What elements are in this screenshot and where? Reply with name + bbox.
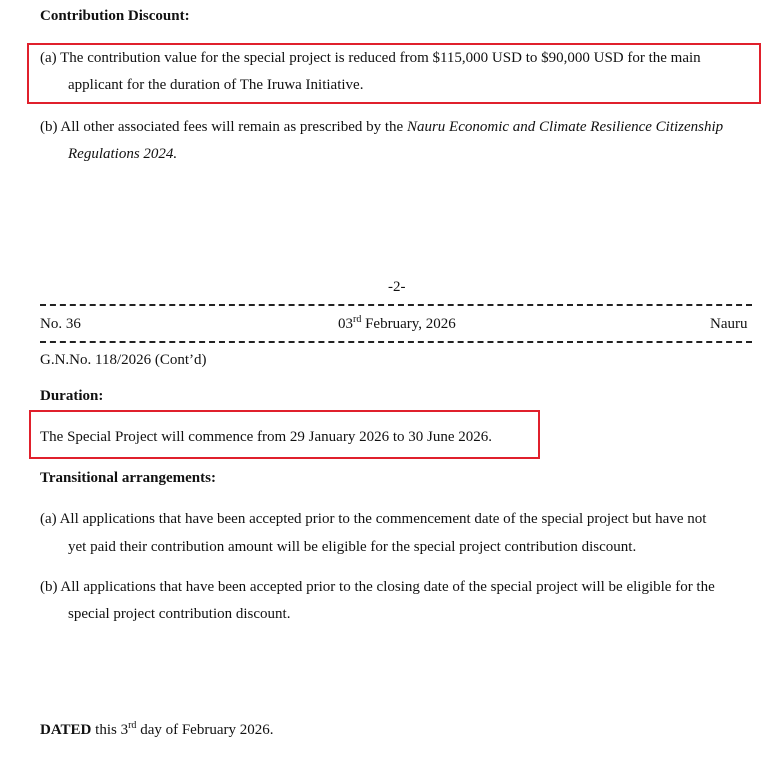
transitional-item-b-line1: (b) All applications that have been accepted prior to the closing date of the special project will be eligible for the	[40, 579, 715, 595]
gazette-number: No. 36	[40, 316, 81, 332]
gazette-date-suffix: rd	[353, 314, 362, 325]
dated-label: DATED	[40, 722, 92, 738]
page-number: -2-	[388, 279, 406, 295]
contribution-discount-heading: Contribution Discount:	[40, 8, 190, 24]
transitional-item-a-line2: yet paid their contribution amount will be eligible for the special project contribution discount.	[68, 539, 637, 555]
contribution-item-b-text: (b) All other associated fees will remain as prescribed by the	[40, 119, 407, 135]
duration-heading: Duration:	[40, 388, 104, 404]
gazette-date	[338, 316, 456, 333]
gazette-date-rest: February, 2026	[361, 316, 456, 332]
dated-suffix: rd	[128, 720, 137, 731]
dated-text-after: day of February 2026.	[136, 722, 274, 738]
contribution-item-a-line1: (a) The contribution value for the special project is reduced from $115,000 USD to $90,000 USD for the main	[40, 50, 701, 66]
contribution-item-b-line1	[40, 119, 723, 136]
gazette-country: Nauru	[710, 316, 748, 332]
dated-text-before: this 3	[91, 722, 129, 738]
dated-line	[40, 722, 274, 739]
contribution-item-a-line2: applicant for the duration of The Iruwa Initiative.	[68, 77, 364, 93]
notice-reference: G.N.No. 118/2026 (Cont’d)	[40, 352, 207, 368]
transitional-item-a-line1: (a) All applications that have been accepted prior to the commencement date of the special project but have not	[40, 511, 707, 527]
transitional-item-b-line2: special project contribution discount.	[68, 606, 291, 622]
header-divider-top	[40, 304, 752, 306]
gazette-date-day: 03	[338, 316, 353, 332]
header-divider-bottom	[40, 341, 752, 343]
duration-text: The Special Project will commence from 29 January 2026 to 30 June 2026.	[40, 429, 492, 445]
regulations-title-part1: Nauru Economic and Climate Resilience Citizenship	[406, 119, 724, 135]
regulations-title-part2: Regulations 2024.	[68, 146, 178, 162]
transitional-heading: Transitional arrangements:	[40, 470, 216, 486]
